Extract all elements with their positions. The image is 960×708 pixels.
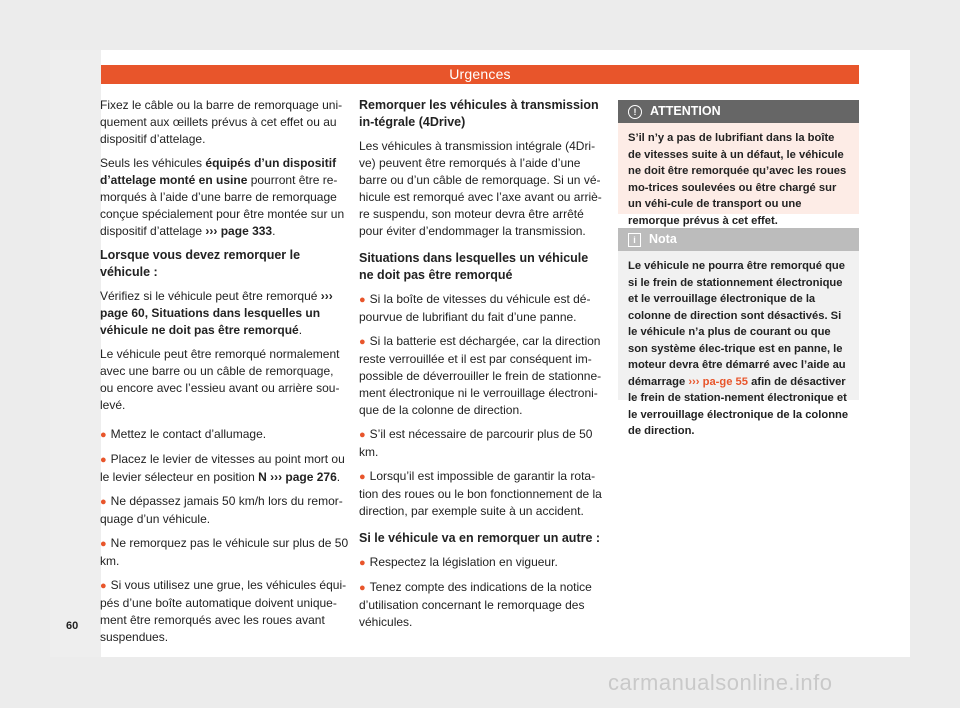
list-item xyxy=(359,426,603,461)
bullet-icon: ● xyxy=(100,538,107,550)
bullet-icon: ● xyxy=(359,471,366,483)
attention-body: S’il n’y a pas de lubrifiant dans la boîte de vitesses suite à un défaut, le véhicule ne doit être remorquée qu’avec les roues mo-trices soulevées ou être chargé sur un véhi-cule de transport ou une remorque prévus à cet effet. xyxy=(628,132,847,227)
bullet-icon: ● xyxy=(359,294,366,306)
list-item xyxy=(359,333,603,419)
watermark: carmanualsonline.info xyxy=(608,670,833,695)
list-item-text: Placez le levier de vitesses au point mort ou le levier sélecteur en position xyxy=(100,452,345,484)
list-item-text: S’il est nécessaire de parcourir plus de 50 km. xyxy=(359,427,593,459)
list-item xyxy=(100,451,350,486)
list-item-text: Tenez compte des indications de la notice d’utilisation concernant le remorquage des véhicules. xyxy=(359,580,592,629)
column-left xyxy=(100,97,350,653)
text: . xyxy=(272,224,276,238)
bullet-icon: ● xyxy=(359,557,366,569)
text: Le véhicule ne pourra être remorqué que si le frein de stationnement électronique et le verrouillage électronique de la colonne de direction sont désactivés. Si le véhicule n’a plus de courant ou que son système élec-trique est en panne, le moteur devra être démarré avec l’aide au démarrage xyxy=(628,260,846,388)
attention-title: ATTENTION xyxy=(650,104,721,118)
list-item-text: Mettez le contact d’allumage. xyxy=(110,427,267,441)
subheading: Lorsque vous devez remorquer le véhicule : xyxy=(100,248,301,279)
list-item xyxy=(100,493,350,528)
list-item xyxy=(100,535,350,570)
bullet-icon: ● xyxy=(359,429,366,441)
subheading: Remorquer les véhicules à transmission in-tégrale (4Drive) xyxy=(359,98,599,129)
attention-header xyxy=(618,100,859,123)
emphasis: équipés d’un dispositif d’attelage monté en usine xyxy=(100,156,337,187)
page-reference-link[interactable]: ››› page 333 xyxy=(205,224,273,238)
nota-header xyxy=(618,228,859,251)
page-reference-link[interactable]: N ››› page 276 xyxy=(258,470,337,484)
text: Seuls les véhicules xyxy=(100,156,206,170)
text: pourront être re-morqués à l’aide d’une barre de remorquage conçue spécialement pour être montée sur un dispositif d’attelage xyxy=(100,173,345,238)
page-number: 60 xyxy=(66,620,79,632)
bullet-icon: ● xyxy=(100,580,107,592)
list-item-text: Si la boîte de vitesses du véhicule est dé-pourvue de lubrifiant du fait d’une panne. xyxy=(359,292,591,324)
bullet-icon: ● xyxy=(359,582,366,594)
list-item xyxy=(100,426,350,444)
paragraph: Les véhicules à transmission intégrale (4Dri-ve) peuvent être remorqués à l’aide d’une barre ou d’un câble de remorquage. Si un vé-hicule est remorqué avec l’axe avant ou arriè-re suspendu, son moteur devra être arrêté pour éviter d’endommager la transmission. xyxy=(359,139,602,238)
page-reference-link[interactable]: ››› page 60, Situations dans lesquelles un véhicule ne doit pas être remorqué xyxy=(100,289,333,337)
list-item xyxy=(100,577,350,646)
list-item-text: Lorsqu’il est impossible de garantir la rota-tion des roues ou le bon fonctionnement de la direction, par exemple suite à un accident. xyxy=(359,469,602,518)
list-item xyxy=(359,468,603,520)
nota-box xyxy=(618,228,859,437)
bullet-icon: ● xyxy=(100,454,107,466)
subheading: Si le véhicule va en remorquer un autre : xyxy=(359,531,601,545)
info-icon: i xyxy=(628,233,641,247)
list-item xyxy=(359,579,603,631)
warning-circle-icon: ! xyxy=(628,105,642,119)
attention-box xyxy=(618,100,859,227)
text: Vérifiez si le véhicule peut être remorqué xyxy=(100,289,321,303)
text: . xyxy=(336,470,341,484)
bullet-icon: ● xyxy=(100,429,107,441)
paragraph: Le véhicule peut être remorqué normalement avec une barre ou un câble de remorquage, ou encore avec l’essieu avant ou arrière sou-levé. xyxy=(100,347,340,412)
text: . xyxy=(298,323,303,337)
section-header: Urgences xyxy=(101,65,859,84)
nota-body xyxy=(618,251,859,448)
list-item-text: Ne dépassez jamais 50 km/h lors du remor-quage d’un véhicule. xyxy=(100,494,343,526)
text: afin de désactiver le frein de station-nement électronique et le verrouillage électronique de la colonne de direction. xyxy=(628,375,849,437)
list-item-text: Si vous utilisez une grue, les véhicules équi-pés d’une boîte automatique doivent unique-ment être remorqués avec les roues avant suspendues. xyxy=(100,578,347,644)
paragraph xyxy=(100,288,350,339)
list-item xyxy=(359,554,603,572)
list-item xyxy=(359,291,603,326)
nota-title: Nota xyxy=(649,232,677,246)
bullet-icon: ● xyxy=(100,496,107,508)
paragraph: Fixez le câble ou la barre de remorquage uni-quement aux œillets prévus à cet effet ou au dispositif d’attelage. xyxy=(100,98,343,146)
bullet-icon: ● xyxy=(359,336,366,348)
list-item-text: Ne remorquez pas le véhicule sur plus de 50 km. xyxy=(100,536,349,568)
paragraph xyxy=(100,155,350,240)
page-reference-link[interactable]: ››› pa-ge 55 xyxy=(688,375,749,388)
list-item-text: Respectez la législation en vigueur. xyxy=(369,555,558,569)
page-gutter xyxy=(50,50,101,657)
subheading: Situations dans lesquelles un véhicule ne doit pas être remorqué xyxy=(359,251,589,282)
list-item-text: Si la batterie est déchargée, car la direction reste verrouillée et il est par conséquent im-possible de déverrouiller le frein de stationne-ment électronique ni le verrouillage électroni-que de la colonne de direction. xyxy=(359,334,602,417)
column-middle xyxy=(359,97,603,638)
